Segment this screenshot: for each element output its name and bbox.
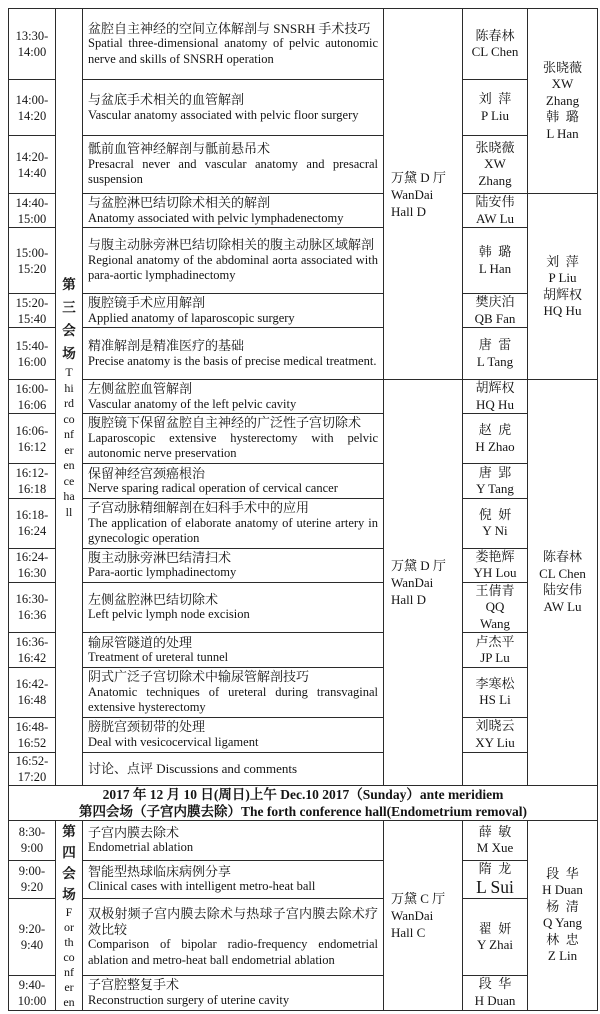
session-label-line: F [65, 904, 73, 919]
speaker-name-line: P Liu [480, 107, 510, 123]
title-cell [83, 9, 384, 80]
session-label-line: ha [63, 489, 75, 504]
speaker-name-line: XW [484, 156, 506, 172]
schedule-row [9, 499, 598, 549]
schedule-row [9, 380, 598, 414]
time-cell [9, 582, 56, 633]
schedule-row [9, 294, 598, 328]
time-line: 16:52- [15, 753, 49, 768]
session-title-en: Vascular anatomy associated with pelvic floor surgery [88, 107, 359, 122]
chair-name-line: H Duan [542, 882, 583, 897]
speaker-name-line: M Xue [476, 840, 514, 856]
title-cell [83, 820, 384, 860]
time-line: 15:40- [15, 338, 49, 353]
speaker-cell [463, 860, 528, 899]
time-line: 16:06- [15, 423, 49, 438]
time-line: 16:18- [15, 508, 49, 523]
session-label-line: T [65, 365, 73, 380]
session-title-en: Nerve sparing radical operation of cervical cancer [88, 481, 338, 495]
session-label-line: th [64, 934, 74, 949]
speaker-cell [463, 9, 528, 80]
hall-line: Hall D [391, 591, 427, 607]
date-header-line: 2017 年 12 月 10 日(周日)上午 Dec.10 2017（Sunday）ante meridiem [102, 786, 504, 802]
session-label-line: rd [64, 396, 74, 411]
hall-line: Hall C [391, 924, 426, 940]
date-header-line: 第四会场（子宫内膜去除）The forth conference hall(Endometrium removal) [79, 803, 527, 819]
time-line: 10:00 [17, 993, 47, 1008]
speaker-cell [463, 668, 528, 718]
time-cell [9, 668, 56, 718]
speaker-name-line: 张晓薇 [475, 139, 515, 155]
session-title-en: Endometrial ablation [88, 840, 194, 855]
session-title-cn: 子宫内膜去除术 [88, 824, 180, 840]
speaker-name-line: YH Lou [473, 565, 517, 580]
title-cell [83, 499, 384, 549]
time-line: 16:48 [17, 693, 47, 708]
speaker-cell [463, 752, 528, 785]
speaker-name-line: Y Ni [482, 523, 508, 539]
speaker-cell [463, 976, 528, 1010]
schedule-row [9, 752, 598, 785]
time-line: 16:36 [17, 608, 47, 623]
session-title-en: Presacral never and vascular anatomy and presacral suspension [88, 156, 378, 187]
time-line: 16:36- [15, 635, 49, 649]
session-title-cn: 输尿管隧道的处理 [88, 634, 193, 650]
session-title-en: Vascular anatomy of the left pelvic cavity [88, 396, 297, 411]
session-label-line: en [63, 994, 75, 1009]
chair-cell [528, 9, 598, 194]
time-cell [9, 328, 56, 380]
time-cell [9, 464, 56, 499]
time-line: 16:12- [15, 466, 49, 480]
speaker-name-line: 陆安伟 [475, 194, 515, 209]
speaker-name-line: 唐 雷 [478, 337, 512, 352]
speaker-name-line: 胡辉权 [475, 380, 515, 395]
time-line: 9:20- [18, 922, 46, 937]
time-cell [9, 899, 56, 976]
schedule-row [9, 328, 598, 380]
speaker-name-line: Y Tang [476, 481, 514, 496]
speaker-cell [463, 717, 528, 752]
speaker-name-line: H Duan [474, 992, 516, 1008]
chair-name-line: L Han [546, 125, 579, 141]
schedule-row [9, 414, 598, 464]
title-cell [83, 80, 384, 136]
session-title-en: Precise anatomy is the basis of precise medical treatment. [88, 353, 377, 368]
time-cell [9, 194, 56, 228]
hall-line: 万黛 D 厅 [391, 557, 446, 573]
schedule-body [9, 9, 598, 1011]
time-line: 15:40 [17, 311, 47, 326]
session-label-line: nf [64, 427, 74, 442]
time-line: 14:40- [15, 195, 49, 210]
chair-name-line: HQ Hu [543, 303, 582, 318]
speaker-name-line: 韩 璐 [478, 244, 512, 259]
session-title-cn: 子宫腔整复手术 [88, 977, 180, 993]
session-label-line: ll [65, 504, 73, 519]
schedule-row [9, 9, 598, 80]
session-title-cn: 讨论、点评 Discussions and comments [88, 760, 298, 776]
speaker-name-line: 唐 郢 [478, 464, 512, 480]
session-title-en: Anatomic techniques of ureteral during transvaginal extensive hysterectomy [88, 684, 378, 714]
title-cell [83, 633, 384, 668]
title-cell [83, 328, 384, 380]
speaker-cell [463, 499, 528, 549]
session-title-cn: 腹腔镜手术应用解剖 [88, 295, 206, 310]
time-cell [9, 380, 56, 414]
time-line: 14:00 [17, 45, 47, 59]
time-line: 16:48- [15, 719, 49, 734]
time-cell [9, 414, 56, 464]
session-title-cn: 骶前血管神经解剖与骶前悬吊术 [88, 141, 271, 157]
speaker-cell [463, 820, 528, 860]
chair-name-line: XW [551, 76, 574, 92]
time-line: 14:20- [15, 149, 49, 164]
session-label-line: co [63, 949, 75, 964]
schedule-row [9, 136, 598, 194]
time-line: 15:00 [17, 211, 47, 226]
session-title-en: Left pelvic lymph node excision [88, 607, 250, 622]
time-line: 16:42- [15, 677, 49, 692]
session-title-cn: 精准解剖是精准医疗的基础 [88, 338, 245, 353]
chair-name-line: Q Yang [542, 915, 582, 930]
session-title-cn: 左侧盆腔血管解剖 [88, 381, 193, 396]
speaker-name-line: 娄艳辉 [475, 548, 515, 564]
speaker-cell [463, 136, 528, 194]
schedule-row [9, 820, 598, 860]
schedule-row [9, 860, 598, 899]
chair-name-line: 胡辉权 [542, 286, 582, 302]
time-line: 16:24 [17, 524, 47, 539]
session-label-line: ce [63, 473, 75, 488]
session-label-line: hi [64, 380, 74, 395]
session-label-line: er [64, 979, 74, 994]
hall-line: 万黛 C 厅 [391, 890, 446, 906]
speaker-cell [463, 80, 528, 136]
session-title-cn: 与腹主动脉旁淋巴结切除相关的腹主动脉区域解剖 [88, 237, 375, 253]
speaker-name-line: Y Zhai [477, 937, 513, 953]
session-title-en: The application of elaborate anatomy of uterine artery in gynecologic operation [88, 515, 378, 545]
speaker-cell [463, 194, 528, 228]
time-line: 14:40 [17, 165, 47, 180]
speaker-name-line: 陈春林 [475, 27, 515, 43]
time-cell [9, 860, 56, 899]
schedule-table [8, 8, 598, 1011]
chair-name-line: 陆安伟 [542, 582, 582, 598]
hall-line: 万黛 D 厅 [391, 169, 446, 185]
title-cell [83, 548, 384, 582]
chair-name-line: P Liu [548, 270, 577, 285]
hall-line: WanDai [391, 574, 434, 590]
session-title-cn: 左侧盆腔淋巴结切除术 [88, 591, 219, 607]
session-label-line: 第 [62, 823, 76, 839]
speaker-name-line: 刘晓云 [475, 718, 515, 733]
title-cell [83, 464, 384, 499]
speaker-name-line: 李寒松 [475, 675, 515, 691]
session-title-en: Deal with vesicocervical ligament [88, 734, 259, 749]
time-line: 9:20 [20, 880, 44, 895]
speaker-name-line: L Tang [476, 353, 514, 369]
session-title-en: Para-aortic lymphadinectomy [88, 565, 237, 579]
time-line: 9:00 [20, 841, 44, 856]
time-line: 15:00- [15, 245, 49, 260]
date-header-cell [9, 785, 598, 820]
chair-name-line: AW Lu [543, 598, 582, 614]
speaker-name-line: 段 华 [478, 976, 512, 992]
schedule-row [9, 668, 598, 718]
time-cell [9, 499, 56, 549]
speaker-name-line: 王倩青 [475, 582, 515, 598]
schedule-row [9, 976, 598, 1010]
title-cell [83, 717, 384, 752]
speaker-name-line: 倪 妍 [478, 506, 512, 522]
hall-line: WanDai [391, 907, 434, 923]
speaker-name-line: Wang [480, 615, 510, 631]
chair-name-line: 杨 清 [546, 898, 579, 914]
session-label-line: 第 [62, 277, 76, 293]
title-cell [83, 380, 384, 414]
schedule-row [9, 633, 598, 668]
chair-name-line: 张晓薇 [542, 59, 582, 75]
time-cell [9, 633, 56, 668]
time-line: 9:40- [18, 977, 46, 992]
speaker-cell [463, 464, 528, 499]
time-line: 14:00- [15, 92, 49, 107]
chair-name-line: 林 忠 [546, 931, 579, 947]
time-line: 16:30 [17, 566, 47, 580]
session-title-cn: 腹主动脉旁淋巴结清扫术 [88, 549, 232, 565]
speaker-cell [463, 228, 528, 294]
time-cell [9, 976, 56, 1010]
session-label-line: 场 [62, 886, 76, 902]
session-label-line: er [64, 442, 74, 457]
time-line: 17:20 [17, 769, 47, 784]
session-title-cn: 盆腔自主神经的空间立体解剖与 SNSRH 手术技巧 [88, 20, 371, 36]
session-title-en: Treatment of ureteral tunnel [88, 650, 229, 664]
session-label-cell [56, 820, 83, 1010]
speaker-name-line: 隋 龙 [478, 860, 512, 876]
hall-line: WanDai [391, 186, 434, 202]
time-line: 16:42 [17, 651, 47, 665]
schedule-row [9, 80, 598, 136]
session-title-cn: 双极射频子宫内膜去除术与热球子宫内膜去除术疗效比较 [88, 906, 378, 937]
title-cell [83, 976, 384, 1010]
speaker-name-line: Zhang [478, 172, 512, 188]
session-label-line: or [64, 919, 74, 934]
time-line: 8:30- [18, 825, 46, 840]
speaker-name-line: QB Fan [474, 310, 516, 326]
time-cell [9, 548, 56, 582]
speaker-name-line: CL Chen [471, 44, 519, 59]
chair-cell [528, 380, 598, 786]
session-label-line: 会 [62, 323, 76, 339]
session-title-cn: 阴式广泛子宫切除术中输尿管解剖技巧 [88, 669, 310, 684]
time-line: 9:40 [20, 938, 44, 953]
speaker-name-line: 赵 虎 [478, 422, 512, 437]
speaker-name-line: 翟 妍 [478, 920, 512, 936]
speaker-name-line: JP Lu [480, 650, 510, 665]
chair-name-line: Z Lin [547, 948, 578, 963]
speaker-name-line: 卢杰平 [475, 633, 515, 649]
time-line: 13:30- [15, 29, 49, 43]
speaker-name-line: HS Li [479, 692, 511, 708]
time-line: 16:00 [17, 354, 47, 369]
speaker-name-line: 薛 敏 [478, 823, 512, 839]
time-line: 16:06 [17, 397, 47, 412]
title-cell [83, 194, 384, 228]
schedule-row [9, 194, 598, 228]
speaker-name-line: L Sui [476, 877, 514, 898]
title-cell [83, 668, 384, 718]
session-label-cell [56, 9, 83, 786]
title-cell [83, 752, 384, 785]
chair-name-line: Zhang [545, 92, 580, 108]
hall-cell [384, 380, 463, 786]
session-title-cn: 与盆底手术相关的血管解剖 [88, 92, 245, 107]
title-cell [83, 414, 384, 464]
speaker-name-line: L Han [478, 260, 512, 276]
session-label-line: nf [64, 964, 74, 979]
session-label-line: co [63, 411, 75, 426]
session-title-cn: 智能型热球临床病例分享 [88, 863, 232, 879]
schedule-row [9, 228, 598, 294]
session-title-en: Clinical cases with intelligent metro-heat ball [88, 879, 316, 894]
speaker-cell [463, 414, 528, 464]
time-cell [9, 136, 56, 194]
speaker-cell [463, 633, 528, 668]
session-title-en: Spatial three-dimensional anatomy of pelvic autonomic nerve and skills of SNSRH operation [88, 36, 378, 66]
time-line: 15:20- [15, 295, 49, 310]
speaker-cell [463, 548, 528, 582]
hall-cell [384, 820, 463, 1010]
session-title-en: Applied anatomy of laparoscopic surgery [88, 310, 295, 325]
session-title-en: Comparison of bipolar radio-frequency endometrial ablation and metro-heat ball endometrial ablation [88, 937, 378, 967]
session-title-cn: 保留神经宫颈癌根治 [88, 465, 206, 481]
speaker-name-line: AW Lu [475, 210, 515, 226]
time-line: 16:30- [15, 592, 49, 607]
session-title-en: Anatomy associated with pelvic lymphadenectomy [88, 210, 344, 225]
time-line: 16:18 [17, 482, 47, 496]
session-title-cn: 与盆腔淋巴结切除术相关的解剖 [88, 195, 271, 210]
time-line: 16:24- [15, 550, 49, 564]
chair-cell [528, 820, 598, 1010]
title-cell [83, 860, 384, 899]
time-cell [9, 294, 56, 328]
session-label-line: 四 [62, 844, 76, 860]
chair-name-line: 陈春林 [542, 549, 582, 565]
schedule-row [9, 717, 598, 752]
chair-cell [528, 194, 598, 380]
session-label-line: 会 [62, 865, 76, 881]
time-cell [9, 752, 56, 785]
date-header-row [9, 785, 598, 820]
time-cell [9, 717, 56, 752]
speaker-name-line: 樊庆泊 [475, 294, 515, 309]
speaker-cell [463, 899, 528, 976]
session-title-en: Laparoscopic extensive hysterectomy with pelvic autonomic nerve preservation [88, 430, 378, 461]
session-title-cn: 腹腔镜下保留盆腔自主神经的广泛性子宫切除术 [88, 415, 362, 431]
speaker-name-line: H Zhao [475, 438, 515, 454]
schedule-row [9, 464, 598, 499]
speaker-cell [463, 582, 528, 633]
session-label-line: 三 [62, 300, 76, 316]
speaker-cell [463, 294, 528, 328]
session-title-en: Regional anatomy of the abdominal aorta associated with para-aortic lymphadinectomy [88, 252, 378, 283]
session-title-en: Reconstruction surgery of uterine cavity [88, 992, 290, 1007]
time-cell [9, 228, 56, 294]
time-cell [9, 9, 56, 80]
chair-name-line: 刘 萍 [546, 253, 579, 269]
chair-name-line: CL Chen [539, 565, 586, 581]
session-title-cn: 子宫动脉精细解剖在妇科手术中的应用 [88, 500, 310, 515]
speaker-name-line: XY Liu [475, 734, 515, 750]
time-cell [9, 80, 56, 136]
speaker-name-line: QQ [485, 599, 505, 614]
time-line: 16:12 [17, 439, 47, 454]
chair-name-line: 段 华 [546, 865, 579, 881]
session-title-cn: 膀胱宫颈韧带的处理 [88, 719, 206, 734]
speaker-cell [463, 380, 528, 414]
title-cell [83, 899, 384, 976]
time-line: 14:20 [17, 108, 47, 123]
time-line: 16:00- [15, 381, 49, 396]
schedule-row [9, 582, 598, 633]
time-cell [9, 820, 56, 860]
hall-cell [384, 9, 463, 380]
session-label-line: 场 [62, 346, 76, 362]
speaker-name-line: HQ Hu [476, 396, 514, 412]
title-cell [83, 582, 384, 633]
schedule-row [9, 899, 598, 976]
speaker-name-line: 刘 萍 [478, 91, 512, 106]
title-cell [83, 136, 384, 194]
time-line: 9:00- [18, 864, 46, 879]
speaker-cell [463, 328, 528, 380]
title-cell [83, 228, 384, 294]
title-cell [83, 294, 384, 328]
schedule-row [9, 548, 598, 582]
time-line: 15:20 [17, 261, 47, 276]
session-label-line: en [63, 458, 75, 473]
chair-name-line: 韩 璐 [546, 109, 579, 125]
hall-line: Hall D [391, 203, 427, 219]
time-line: 16:52 [17, 735, 47, 750]
